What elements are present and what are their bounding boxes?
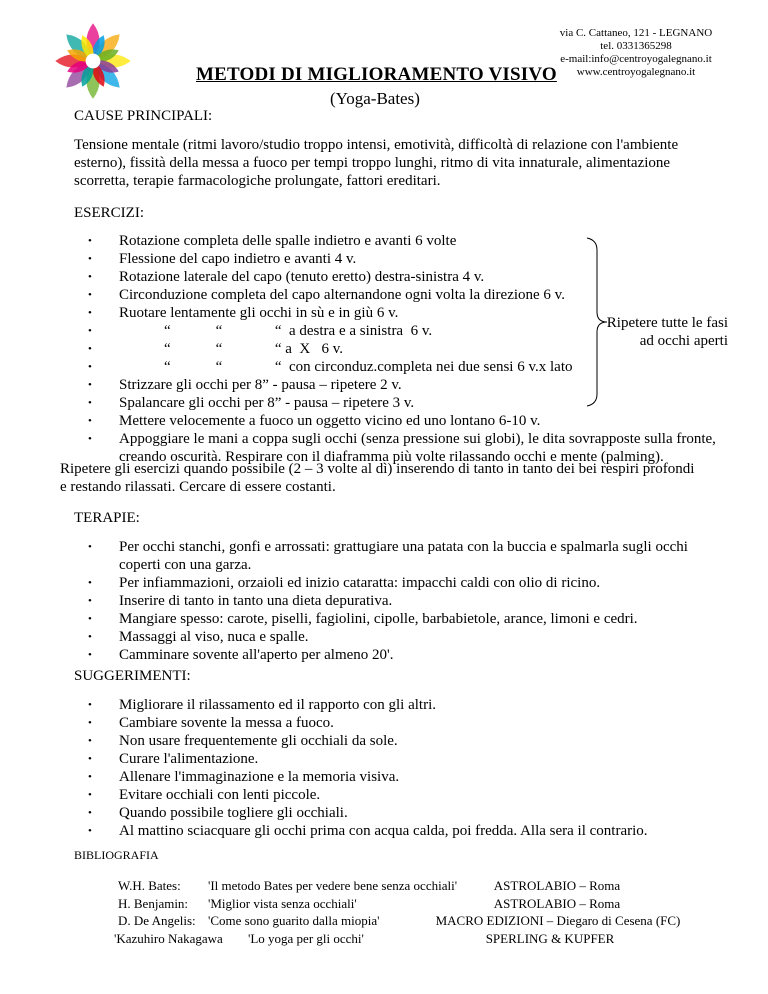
- list-item: • Circonduzione completa del capo alternandone ogni volta la direzione 6 v.: [88, 287, 565, 303]
- list-item-text: Evitare occhiali con lenti piccole.: [119, 787, 321, 803]
- list-item-text: Cambiare sovente la messa a fuoco.: [119, 715, 334, 731]
- bib-author: W.H. Bates:: [118, 878, 181, 893]
- list-item-text: Rotazione laterale del capo (tenuto eretto) destra-sinistra 4 v.: [119, 269, 485, 285]
- bib-publisher: SPERLING & KUPFER: [485, 931, 615, 946]
- list-item: • Ruotare lentamente gli occhi in sù e in giù 6 v.: [88, 305, 399, 321]
- repeat-note-line1: Ripetere tutte le fasi: [606, 315, 728, 331]
- list-item: • Mettere velocemente a fuoco un oggetto vicino ed uno lontano 6-10 v.: [88, 413, 541, 429]
- contact-address: via C. Cattaneo, 121 - LEGNANO: [559, 27, 713, 39]
- list-item: • “ “ “ a destra e a sinistra 6 v.: [88, 323, 433, 339]
- list-item-text: Quando possibile togliere gli occhiali.: [119, 805, 348, 821]
- list-item: • Inserire di tanto in tanto una dieta depurativa.: [88, 593, 393, 609]
- bib-author: H. Benjamin:: [118, 896, 189, 911]
- list-item: • Curare l'alimentazione.: [88, 751, 259, 767]
- list-item: • Rotazione completa delle spalle indietro e avanti 6 volte: [88, 233, 457, 249]
- list-item-text: Mangiare spesso: carote, piselli, fagiolini, cipolle, barbabietole, arance, limoni e cedri.: [119, 611, 638, 627]
- list-item: • Mangiare spesso: carote, piselli, fagiolini, cipolle, barbabietole, arance, limoni e cedri.: [88, 611, 638, 627]
- list-item: • Appoggiare le mani a coppa sugli occhi (senza pressione sui globi), le dita sovrapposte sulla fronte, creando oscurità. Respirare con il diaframma più volte rilassando occhi e mente (palming).: [88, 431, 716, 465]
- cause-text: Tensione mentale (ritmi lavoro/studio troppo intensi, emotività, difficoltà di relazione con l'ambiente esterno), fissità della messa a fuoco per tempi troppo lunghi, ritmo di vita innaturale, alimentazione scorretta, terapie farmacologiche prolungate, fattori ereditari.: [74, 137, 679, 189]
- list-item-text: Strizzare gli occhi per 8” - pausa – ripetere 2 v.: [119, 377, 402, 393]
- list-item-text: Allenare l'immaginazione e la memoria visiva.: [119, 769, 400, 785]
- contact-phone: tel. 0331365298: [600, 40, 672, 52]
- bib-title: 'Miglior vista senza occhiali': [208, 896, 357, 911]
- list-item-text: Spalancare gli occhi per 8” - pausa – ripetere 3 v.: [119, 395, 415, 411]
- esercizi-heading: ESERCIZI:: [74, 205, 144, 221]
- list-item-text: Non usare frequentemente gli occhiali da sole.: [119, 733, 398, 749]
- repeat-note: [598, 314, 728, 350]
- terapie-list: [74, 538, 694, 664]
- list-item: • “ “ “ a X 6 v.: [88, 341, 343, 357]
- bib-author: 'Kazuhiro Nakagawa: [114, 931, 223, 946]
- list-item-text: Per infiammazioni, orzaioli ed inizio cataratta: impacchi caldi con olio di ricino.: [119, 575, 601, 591]
- list-item-text: Camminare sovente all'aperto per almeno 20'.: [119, 647, 394, 663]
- list-item-text: Mettere velocemente a fuoco un oggetto vicino ed uno lontano 6-10 v.: [119, 413, 541, 429]
- list-item-text: Flessione del capo indietro e avanti 4 v.: [119, 251, 357, 267]
- page-title: METODI DI MIGLIORAMENTO VISIVO: [196, 64, 557, 85]
- list-item-text: Massaggi al viso, nuca e spalle.: [119, 629, 309, 645]
- list-item-text: Rotazione completa delle spalle indietro e avanti 6 volte: [119, 233, 457, 249]
- list-item-text: “ “ “ con circonduz.completa nei due sensi 6 v.x lato: [119, 359, 573, 375]
- list-item: • Massaggi al viso, nuca e spalle.: [88, 629, 309, 645]
- bib-publisher: ASTROLABIO – Roma: [493, 878, 621, 893]
- list-item: • Strizzare gli occhi per 8” - pausa – ripetere 2 v.: [88, 377, 402, 393]
- list-item: • Al mattino sciacquare gli occhi prima con acqua calda, poi fredda. Alla sera il contrario.: [88, 823, 648, 839]
- esercizi-footer: Ripetere gli esercizi quando possibile (2 – 3 volte al dì) inserendo di tanto in tanto dei bei respiri profondi e restando rilassati. Cercare di essere costanti.: [60, 461, 695, 495]
- bib-title: 'Come sono guarito dalla miopia': [208, 913, 380, 928]
- list-item: • Flessione del capo indietro e avanti 4 v.: [88, 251, 357, 267]
- list-item: • “ “ “ con circonduz.completa nei due sensi 6 v.x lato: [88, 359, 573, 375]
- page-subtitle: (Yoga-Bates): [330, 89, 420, 108]
- bib-title: 'Il metodo Bates per vedere bene senza occhiali': [208, 878, 458, 893]
- terapie-heading: TERAPIE:: [74, 510, 140, 526]
- suggerimenti-heading: SUGGERIMENTI:: [74, 668, 191, 684]
- list-item: • Allenare l'immaginazione e la memoria visiva.: [88, 769, 400, 785]
- bibliografia-heading: BIBLIOGRAFIA: [74, 848, 159, 862]
- list-item-text: Migliorare il rilassamento ed il rapporto con gli altri.: [119, 697, 436, 713]
- list-item-text: Al mattino sciacquare gli occhi prima con acqua calda, poi fredda. Alla sera il contrario.: [119, 823, 648, 839]
- repeat-note-line2: ad occhi aperti: [639, 333, 728, 349]
- list-item-text: “ “ “ a X 6 v.: [119, 341, 343, 357]
- cause-heading: CAUSE PRINCIPALI:: [74, 108, 213, 124]
- yoga-centre-logo: [52, 20, 134, 102]
- list-item: • Spalancare gli occhi per 8” - pausa – ripetere 3 v.: [88, 395, 415, 411]
- list-item: • Per infiammazioni, orzaioli ed inizio cataratta: impacchi caldi con olio di ricino.: [88, 575, 601, 591]
- list-item-text: Per occhi stanchi, gonfi e arrossati: grattugiare una patata con la buccia e spalmarla sugli occhi coperti con una garza.: [119, 539, 688, 573]
- bib-publisher: ASTROLABIO – Roma: [493, 896, 621, 911]
- contact-website: www.centroyogalegnano.it: [576, 66, 696, 78]
- contact-email: e-mail:info@centroyogalegnano.it: [560, 53, 712, 65]
- contact-info: [536, 27, 736, 79]
- list-item-text: Inserire di tanto in tanto una dieta depurativa.: [119, 593, 393, 609]
- bib-title: 'Lo yoga per gli occhi': [248, 931, 364, 946]
- list-item: • Non usare frequentemente gli occhiali da sole.: [88, 733, 398, 749]
- list-item: • Cambiare sovente la messa a fuoco.: [88, 715, 334, 731]
- list-item-text: Appoggiare le mani a coppa sugli occhi (senza pressione sui globi), le dita sovrapposte sulla fronte, creando oscurità. Respirare con il diaframma più volte rilassando occhi e mente (palming).: [119, 431, 716, 465]
- list-item: • Per occhi stanchi, gonfi e arrossati: grattugiare una patata con la buccia e spalmarla sugli occhi coperti con una garza.: [88, 539, 688, 573]
- list-item-text: Curare l'alimentazione.: [119, 751, 259, 767]
- suggerimenti-list: [74, 696, 714, 840]
- list-item-text: “ “ “ a destra e a sinistra 6 v.: [119, 323, 433, 339]
- list-item: • Rotazione laterale del capo (tenuto eretto) destra-sinistra 4 v.: [88, 269, 485, 285]
- bib-author: D. De Angelis:: [118, 913, 196, 928]
- logo-center: [86, 54, 101, 69]
- list-item: • Evitare occhiali con lenti piccole.: [88, 787, 321, 803]
- list-item: • Quando possibile togliere gli occhiali.: [88, 805, 348, 821]
- list-item-text: Circonduzione completa del capo alternandone ogni volta la direzione 6 v.: [119, 287, 565, 303]
- list-item-text: Ruotare lentamente gli occhi in sù e in giù 6 v.: [119, 305, 399, 321]
- bib-publisher: MACRO EDIZIONI – Diegaro di Cesena (FC): [435, 913, 681, 928]
- list-item: • Camminare sovente all'aperto per almeno 20'.: [88, 647, 394, 663]
- list-item: • Migliorare il rilassamento ed il rapporto con gli altri.: [88, 697, 436, 713]
